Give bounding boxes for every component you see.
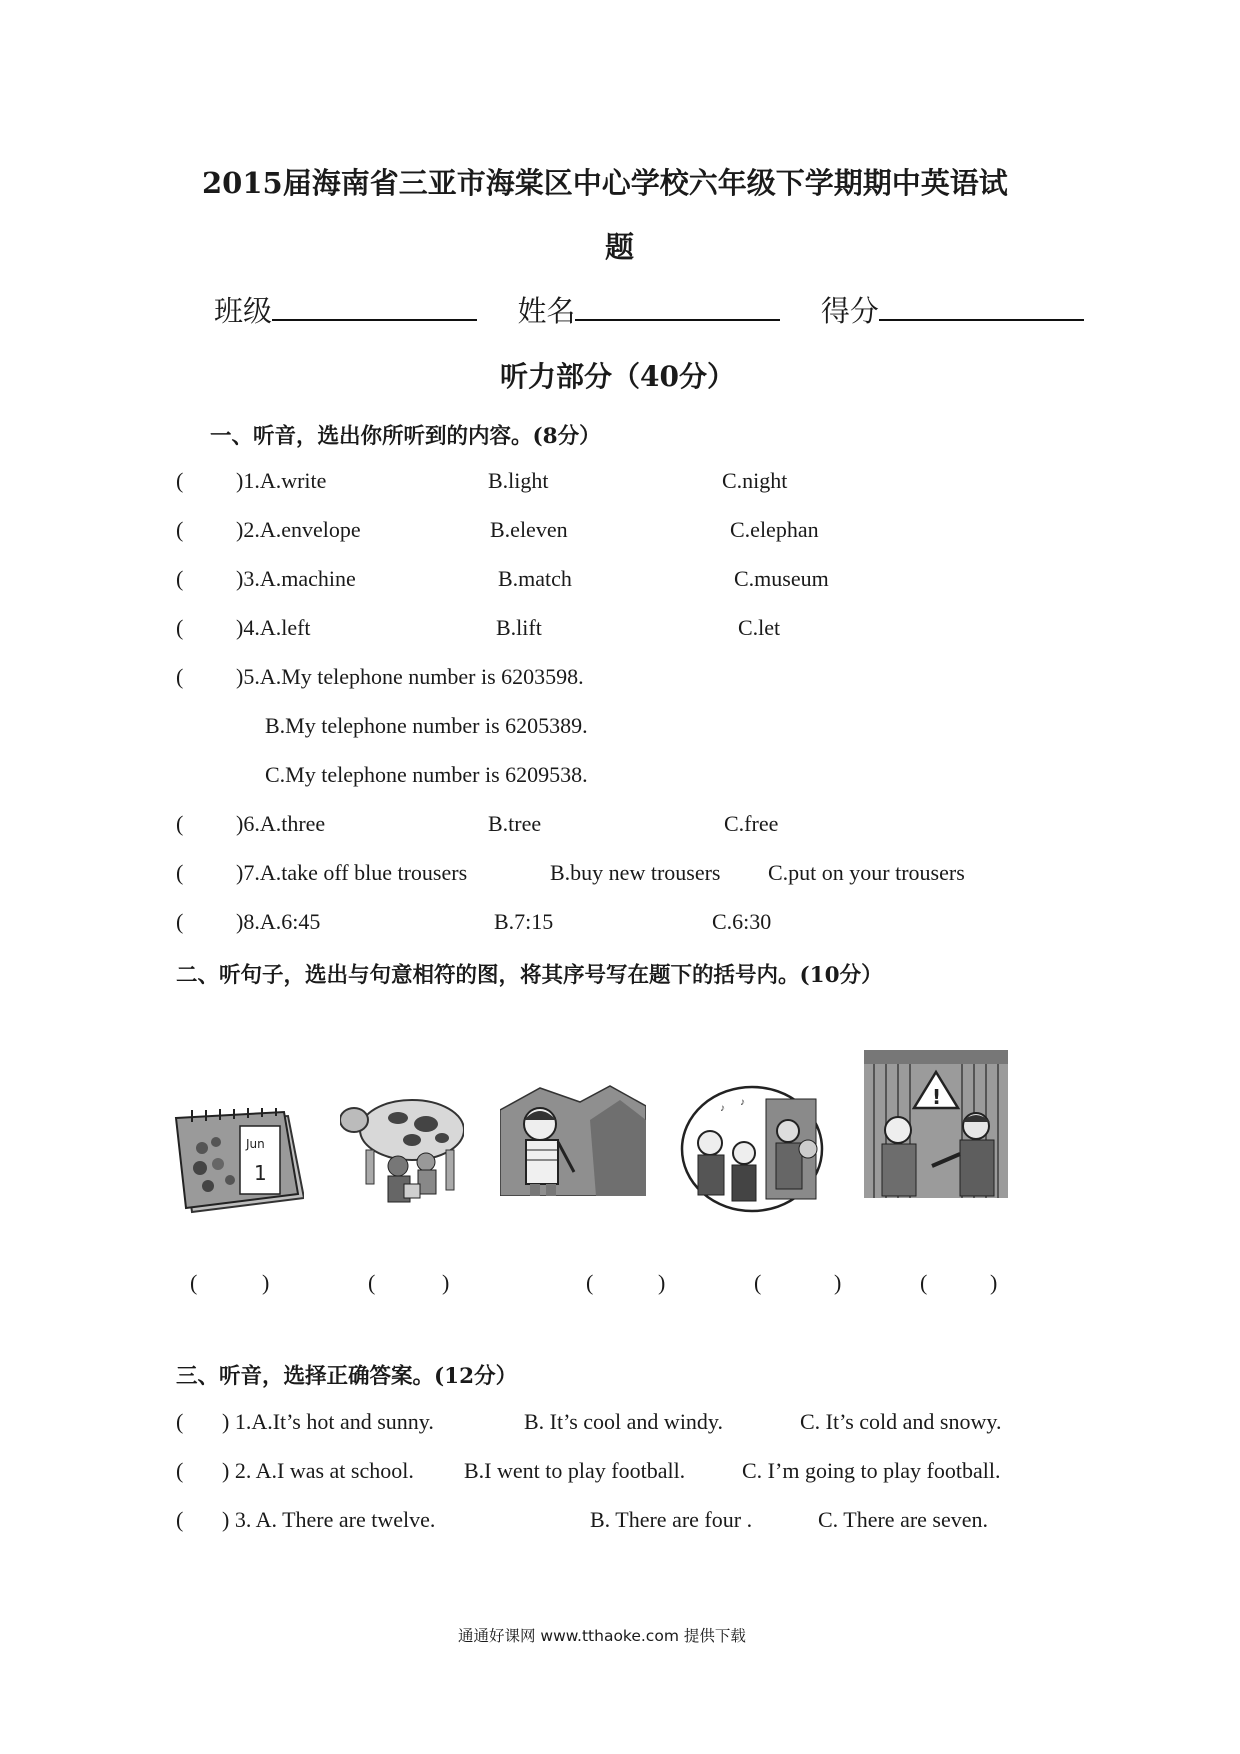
page-title-continued: 题 (605, 230, 635, 264)
option-c: C.let (738, 615, 781, 640)
option-b: B.match (498, 566, 572, 591)
listening-section-header: 听力部分（40分） (500, 360, 735, 393)
option-c: C.put on your trousers (768, 860, 965, 885)
option-c-line: C.My telephone number is 6209538. (265, 762, 588, 787)
option-b: B.I went to play football. (464, 1458, 686, 1483)
answer-paren[interactable]: ( (176, 860, 184, 885)
option-c: C.night (722, 468, 788, 493)
children-talking-picture (680, 1083, 830, 1215)
page-footer: 通通好课网 www.tthaoke.com 提供下载 (458, 1627, 746, 1645)
question-row (0, 468, 1240, 496)
answer-paren[interactable]: ( (176, 517, 184, 542)
picture-answer-paren[interactable]: ( (586, 1270, 594, 1295)
class-blank[interactable] (272, 318, 477, 321)
option-a: )1.A.write (236, 468, 327, 493)
picture-answer-paren-close: ) (262, 1270, 270, 1295)
picture-answer-paren-close: ) (990, 1270, 998, 1295)
option-b: B.tree (488, 811, 542, 836)
option-a: )4.A.left (236, 615, 311, 640)
calendar-day: 1 (254, 1161, 267, 1185)
section3-heading: 三、听音，选择正确答案。(12分） (176, 1364, 518, 1389)
boy-hiking-picture (500, 1080, 646, 1196)
answer-paren[interactable]: ( (176, 615, 184, 640)
question-row (0, 615, 1240, 643)
option-a: )5.A.My telephone number is 6203598. (236, 664, 584, 689)
question-row (0, 566, 1240, 594)
page-title: 2015届海南省三亚市海棠区中心学校六年级下学期期中英语试 (202, 166, 1008, 200)
answer-paren[interactable]: ( (176, 1409, 184, 1434)
answer-paren[interactable]: ( (176, 566, 184, 591)
score-blank[interactable] (879, 318, 1084, 321)
option-c: C. I’m going to play football. (742, 1458, 1001, 1483)
answer-paren[interactable]: ( (176, 909, 184, 934)
boy-hiking-illustration (500, 1080, 646, 1196)
option-c: C.elephan (730, 517, 819, 542)
option-c: C.6:30 (712, 909, 772, 934)
name-blank[interactable] (575, 318, 780, 321)
student-info-row (214, 289, 1084, 330)
question-row (0, 517, 1240, 545)
option-a: )3.A.machine (236, 566, 356, 591)
warning-sign-picture (864, 1050, 1008, 1198)
option-b: B.7:15 (494, 909, 554, 934)
answer-paren[interactable]: ( (176, 1458, 184, 1483)
children-talking-illustration (680, 1083, 830, 1215)
section2-heading: 二、听句子，选出与句意相符的图，将其序号写在题下的括号内。(10分） (176, 963, 883, 988)
svg-text:♪: ♪ (720, 1103, 725, 1114)
option-a: )8.A.6:45 (236, 909, 321, 934)
cow-illustration (340, 1088, 464, 1206)
option-c: C.museum (734, 566, 829, 591)
cow-picture (340, 1088, 464, 1206)
option-b: B.light (488, 468, 549, 493)
option-a: ) 2. A.I was at school. (222, 1458, 414, 1483)
option-a: )2.A.envelope (236, 517, 361, 542)
question-row (0, 664, 1240, 692)
name-label: 姓名 (517, 294, 576, 328)
question-row (0, 1409, 1240, 1437)
question-row (0, 811, 1240, 839)
calendar-picture (172, 1108, 304, 1214)
picture-answer-paren-close: ) (442, 1270, 450, 1295)
option-a: )7.A.take off blue trousers (236, 860, 468, 885)
class-label: 班级 (214, 294, 273, 328)
svg-text:!: ! (932, 1085, 942, 1109)
question-row (0, 1458, 1240, 1486)
svg-text:♪: ♪ (740, 1097, 745, 1108)
picture-answer-paren-close: ) (834, 1270, 842, 1295)
option-c: C. There are seven. (818, 1507, 989, 1532)
option-b-line: B.My telephone number is 6205389. (265, 713, 588, 738)
question-row (0, 1507, 1240, 1535)
option-a: )6.A.three (236, 811, 326, 836)
section1-heading: 一、听音，选出你所听到的内容。(8分） (210, 424, 601, 449)
answer-paren[interactable]: ( (176, 664, 184, 689)
option-b: B. It’s cool and windy. (524, 1409, 723, 1434)
picture-answer-paren[interactable]: ( (190, 1270, 198, 1295)
score-label: 得分 (820, 294, 879, 328)
answer-paren[interactable]: ( (176, 468, 184, 493)
calendar-month: Jun (246, 1137, 265, 1151)
picture-answer-paren[interactable]: ( (754, 1270, 762, 1295)
answer-paren[interactable]: ( (176, 1507, 184, 1532)
option-c: C.free (724, 811, 779, 836)
picture-answer-paren[interactable]: ( (368, 1270, 376, 1295)
option-b: B. There are four . (590, 1507, 753, 1532)
question-row (0, 909, 1240, 937)
calendar-icon (172, 1108, 304, 1214)
warning-sign-illustration (864, 1050, 1008, 1198)
answer-paren[interactable]: ( (176, 811, 184, 836)
question-row (0, 860, 1240, 888)
option-b: B.eleven (490, 517, 568, 542)
option-b: B.lift (496, 615, 542, 640)
picture-answer-paren[interactable]: ( (920, 1270, 928, 1295)
option-a: ) 3. A. There are twelve. (222, 1507, 436, 1532)
picture-answer-paren-close: ) (658, 1270, 666, 1295)
option-c: C. It’s cold and snowy. (800, 1409, 1002, 1434)
option-a: ) 1.A.It’s hot and sunny. (222, 1409, 434, 1434)
option-b: B.buy new trousers (550, 860, 721, 885)
